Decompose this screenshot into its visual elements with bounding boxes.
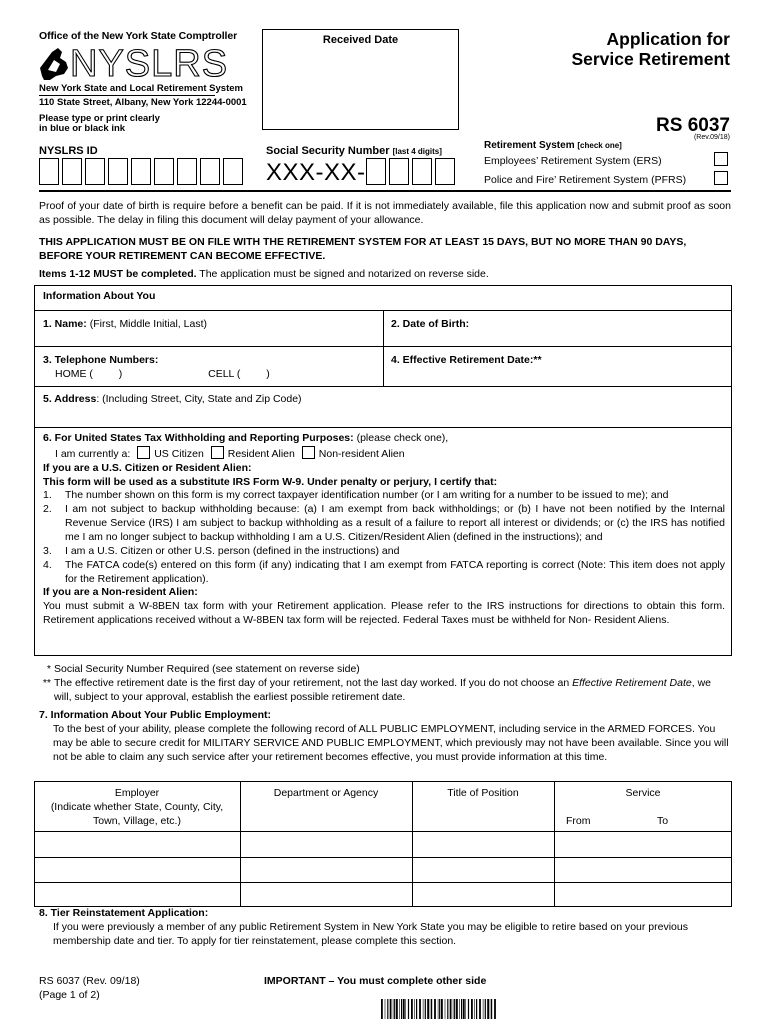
- items-required-bold: Items 1-12 MUST be completed.: [39, 268, 197, 280]
- employer-header-label: Employer: [114, 787, 160, 799]
- ssn-masked-prefix: XXX-XX-: [266, 159, 366, 186]
- barcode-bar: [491, 999, 492, 1019]
- nyslrs-id-digit-box[interactable]: [200, 158, 220, 185]
- barcode-bar: [399, 999, 400, 1019]
- non-resident-alien-checkbox[interactable]: [302, 446, 315, 459]
- barcode-bar: [454, 999, 455, 1019]
- barcode-bar: [441, 999, 443, 1019]
- ssn-last4-field: [366, 158, 458, 185]
- barcode-bar: [465, 999, 466, 1019]
- print-instruction-line1: Please type or print clearly: [39, 113, 160, 124]
- certification-item: [43, 559, 725, 587]
- us-citizen-heading: If you are a U.S. Citizen or Resident Alien:: [43, 461, 252, 474]
- employer-header-sub1: (Indicate whether State, County, City,: [50, 800, 224, 813]
- nyslrs-wordmark: NYSLRS: [70, 43, 229, 85]
- employer-column-header: [34, 787, 240, 829]
- public-employment-body: To the best of your ability, please complete the following record of ALL PUBLIC EMPLOYMENT, including service in the ARMED FORCES. You may be able to secure credit for MILITARY SERVICE AND PUBLIC EMPLOYMENT, which previously may not have been available. Since you will not be able to claim any such service after your retirement becomes effective, you must provide information at this time.: [53, 722, 729, 763]
- section-divider: [39, 190, 731, 192]
- nyslrs-logo: [38, 43, 229, 85]
- address-field[interactable]: [43, 393, 302, 407]
- certification-item: [43, 545, 725, 559]
- retirement-system-hint: [check one]: [577, 141, 622, 150]
- public-employment-section: [39, 709, 731, 764]
- form-title-line2: Service Retirement: [571, 49, 730, 70]
- barcode-bar: [487, 999, 489, 1019]
- non-resident-heading: If you are a Non-resident Alien:: [43, 586, 198, 599]
- tax-title-row: [43, 432, 725, 446]
- certification-text: The number shown on this form is my correct taxpayer identification number (or I am writing for a number to be issued to me); and: [65, 489, 669, 502]
- footer-form-rev: RS 6037 (Rev. 09/18): [39, 975, 140, 987]
- ssn-title: Social Security Number: [266, 145, 390, 157]
- non-resident-alien-label: Non-resident Alien: [318, 447, 405, 460]
- certification-text: I am a U.S. Citizen or other U.S. person (defined in the instructions) and: [65, 544, 400, 557]
- ssn-hint: [last 4 digits]: [392, 147, 442, 156]
- certification-number: 1.: [43, 489, 52, 502]
- barcode-bar: [411, 999, 413, 1019]
- items-required-rest: The application must be signed and notarized on reverse side.: [196, 268, 489, 280]
- certification-number: 3.: [43, 544, 52, 557]
- form-title: [571, 29, 730, 69]
- nyslrs-id-digit-box[interactable]: [154, 158, 174, 185]
- barcode-bar: [423, 999, 424, 1019]
- barcode-bar: [414, 999, 415, 1019]
- barcode-bar: [425, 999, 426, 1019]
- department-cell[interactable]: [241, 858, 412, 882]
- pfrs-option-label: Police and Fire’ Retirement System (PFRS): [484, 174, 687, 186]
- footnote-ssn-text: Social Security Number Required (see statement on reverse side): [54, 663, 360, 675]
- position-cell[interactable]: [413, 883, 554, 906]
- tier-reinstatement-body: If you were previously a member of any public Retirement System in New York State you may be eligible to retire based on your previous membership date and tier. To apply for tier reinstatement, please complete this section.: [53, 920, 688, 947]
- footnotes: [39, 663, 731, 705]
- ny-state-outline-icon: [38, 46, 70, 82]
- barcode-bar: [450, 999, 452, 1019]
- barcode-bar: [468, 999, 469, 1019]
- print-instruction: [39, 114, 160, 135]
- tax-title: 6. For United States Tax Withholding and Reporting Purposes:: [43, 432, 354, 444]
- cell-phone-close: ): [266, 368, 270, 380]
- barcode-bar: [431, 999, 432, 1019]
- w9-statement: This form will be used as a substitute IRS Form W-9. Under penalty or perjury, I certify that:: [43, 475, 498, 488]
- filing-deadline-notice: THIS APPLICATION MUST BE ON FILE WITH THE RETIREMENT SYSTEM FOR AT LEAST 15 DAYS, BUT NO MORE THAN 90 DAYS, BEFORE YOUR RETIREMENT CAN BECOME EFFECTIVE.: [39, 236, 687, 262]
- barcode-bar: [385, 999, 386, 1019]
- tax-hint: (please check one),: [353, 432, 449, 444]
- department-cell[interactable]: [241, 832, 412, 857]
- barcode-bar: [459, 999, 460, 1019]
- barcode-bar: [390, 999, 392, 1019]
- service-from-header: From: [566, 815, 591, 827]
- certification-item: [43, 503, 725, 545]
- barcode-bar: [394, 999, 395, 1019]
- ers-option-label: Employees’ Retirement System (ERS): [484, 155, 662, 167]
- tax-status-row: [43, 446, 725, 462]
- barcode-bar: [490, 999, 491, 1019]
- footnote-effective-date: [39, 677, 731, 705]
- department-column-header: Department or Agency: [273, 787, 379, 799]
- nyslrs-id-digit-box[interactable]: [85, 158, 105, 185]
- certification-text: The FATCA code(s) entered on this form (if any) indicating that I am exempt from FATCA reporting is correct (Note: This item does not apply for the Retirement application).: [65, 558, 725, 585]
- form-code: RS 6037: [656, 115, 730, 136]
- barcode-bar: [461, 999, 462, 1019]
- nyslrs-id-digit-box[interactable]: [223, 158, 243, 185]
- position-column-header: Title of Position: [447, 787, 519, 799]
- address-label: 5. Address: [43, 393, 97, 405]
- name-hint: (First, Middle Initial, Last): [86, 318, 207, 330]
- print-instruction-line2: in blue or black ink: [39, 123, 126, 135]
- form-revision: (Rev.09/18): [693, 134, 730, 141]
- employer-cell[interactable]: [35, 832, 240, 857]
- position-cell[interactable]: [413, 858, 554, 882]
- dob-field[interactable]: [391, 318, 469, 332]
- footnote-date-text-a: The effective retirement date is the first day of your retirement, not the last day worked. If you do not choose an: [54, 676, 573, 689]
- system-address: 110 State Street, Albany, New York 12244-0001: [39, 97, 247, 108]
- ssn-digit-box[interactable]: [389, 158, 409, 185]
- certification-number: 2.: [43, 503, 52, 516]
- dob-label: 2. Date of Birth:: [391, 318, 470, 330]
- barcode-bar: [456, 999, 458, 1019]
- employer-header-sub2: Town, Village, etc.): [93, 814, 181, 827]
- us-citizen-checkbox[interactable]: [137, 446, 150, 459]
- barcode-bar: [393, 999, 394, 1019]
- retirement-system-label: [484, 139, 622, 152]
- barcode-bar: [416, 999, 417, 1019]
- header-divider: [39, 95, 215, 96]
- position-cell[interactable]: [413, 832, 554, 857]
- tier-reinstatement-section: [39, 907, 731, 949]
- certification-number: 4.: [43, 558, 52, 571]
- service-cell[interactable]: [555, 832, 731, 857]
- info-section-title: Information About You: [43, 290, 156, 302]
- barcode-bar: [483, 999, 484, 1019]
- retirement-system-title: Retirement System: [484, 140, 575, 151]
- telephone-field[interactable]: [55, 368, 375, 382]
- home-phone-close: ): [118, 368, 123, 380]
- barcode-bar: [405, 999, 406, 1019]
- nyslrs-id-digit-box[interactable]: [131, 158, 151, 185]
- barcode-bar: [401, 999, 402, 1019]
- footer-form-info: [39, 975, 140, 1003]
- barcode-bar: [445, 999, 446, 1019]
- barcode-bar: [438, 999, 439, 1019]
- barcode: [381, 999, 497, 1019]
- footer-page-number: (Page 1 of 2): [39, 988, 100, 1001]
- barcode-bar: [434, 999, 436, 1019]
- tax-withholding-section: [43, 432, 725, 628]
- tax-currently-label: I am currently a:: [55, 447, 131, 460]
- table-col-rule: [383, 310, 384, 386]
- barcode-bar: [396, 999, 398, 1019]
- received-date-label: Received Date: [322, 34, 399, 46]
- nyslrs-id-label: NYSLRS ID: [39, 145, 98, 157]
- effective-date-label: 4. Effective Retirement Date:**: [391, 354, 542, 366]
- footnote-date-italic: Effective Retirement Date: [572, 676, 692, 689]
- employer-cell[interactable]: [35, 858, 240, 882]
- ssn-digit-box[interactable]: [366, 158, 386, 185]
- barcode-bar: [485, 999, 486, 1019]
- proof-of-birth-notice: Proof of your date of birth is require before a benefit can be paid. If it is not immediately available, file this application now and submit proof as soon as possible. The delay in filing this document will delay payment of your allowance.: [39, 200, 731, 226]
- barcode-bar: [430, 999, 431, 1019]
- public-employment-title: 7. Information About Your Public Employment:: [39, 709, 271, 721]
- employer-cell[interactable]: [35, 883, 240, 906]
- department-cell[interactable]: [241, 883, 412, 906]
- nyslrs-id-field: [39, 158, 246, 185]
- service-column-header: Service: [625, 787, 661, 799]
- nyslrs-id-digit-box[interactable]: [39, 158, 59, 185]
- certification-list: [43, 489, 725, 586]
- cell-phone-label: CELL (: [208, 368, 241, 380]
- system-name: New York State and Local Retirement System: [39, 83, 243, 94]
- footnote-mark: *: [46, 663, 51, 675]
- name-field[interactable]: [43, 318, 207, 332]
- non-resident-text: You must submit a W-8BEN tax form with your Retirement application. Please refer to the IRS instructions for directions to obtain this form. Retirement applications received without a W-8BEN tax form will be rejected. Federal Taxes must be withheld for Non- Resident Aliens.: [43, 600, 725, 627]
- nyslrs-id-digit-box[interactable]: [108, 158, 128, 185]
- certification-text: I am not subject to backup withholding because: (a) I am exempt from back withholdings; or (b) I have not been notified by the Internal Revenue Service (IRS) I am subject to backup withholding as a result of a failure to report all interest or dividends; or (c) the IRS has notified me I am no longer subject to backup withholding I am a U.S. Citizen/Resident Alien (defined in the instructions); and: [65, 503, 725, 544]
- certification-item: [43, 489, 725, 503]
- home-phone-label: HOME (: [55, 368, 93, 380]
- footer-important-notice: IMPORTANT – You must complete other side: [264, 975, 487, 987]
- barcode-bar: [474, 999, 475, 1019]
- barcode-bar: [471, 999, 473, 1019]
- footnote-ssn: [39, 663, 731, 677]
- table-rule: [34, 386, 732, 387]
- barcode-bar: [476, 999, 477, 1019]
- service-to-header: To: [657, 815, 669, 827]
- barcode-bar: [387, 999, 388, 1019]
- table-rule: [34, 427, 732, 428]
- form-title-line1: Application for: [606, 29, 730, 49]
- pfrs-checkbox[interactable]: [714, 171, 728, 185]
- nyslrs-id-digit-box[interactable]: [177, 158, 197, 185]
- name-label: 1. Name:: [43, 318, 87, 330]
- service-cell[interactable]: [555, 858, 731, 882]
- effective-date-field[interactable]: [391, 354, 542, 368]
- barcode-bar: [447, 999, 448, 1019]
- barcode-bar: [479, 999, 481, 1019]
- ers-checkbox[interactable]: [714, 152, 728, 166]
- barcode-bar: [427, 999, 429, 1019]
- barcode-bar: [439, 999, 440, 1019]
- barcode-bar: [408, 999, 409, 1019]
- resident-alien-checkbox[interactable]: [211, 446, 224, 459]
- telephone-label: 3. Telephone Numbers:: [43, 354, 159, 366]
- tier-reinstatement-title: 8. Tier Reinstatement Application:: [39, 907, 209, 919]
- service-cell[interactable]: [555, 883, 731, 906]
- comptroller-heading: Office of the New York State Comptroller: [39, 30, 238, 42]
- address-hint: : (Including Street, City, State and Zip Code): [96, 393, 302, 405]
- nyslrs-id-digit-box[interactable]: [62, 158, 82, 185]
- us-citizen-label: US Citizen: [154, 447, 204, 460]
- barcode-bar: [403, 999, 405, 1019]
- footnote-date-text-b: , we will, subject to your approval, establish the earliest possible retirement date.: [54, 676, 711, 703]
- ssn-digit-box[interactable]: [435, 158, 455, 185]
- barcode-bar: [419, 999, 421, 1019]
- items-required-notice: [39, 268, 731, 282]
- resident-alien-label: Resident Alien: [227, 447, 295, 460]
- footnote-mark: **: [42, 676, 51, 689]
- barcode-bar: [463, 999, 465, 1019]
- ssn-digit-box[interactable]: [412, 158, 432, 185]
- barcode-bar: [494, 999, 496, 1019]
- barcode-bar: [381, 999, 383, 1019]
- barcode-bar: [453, 999, 454, 1019]
